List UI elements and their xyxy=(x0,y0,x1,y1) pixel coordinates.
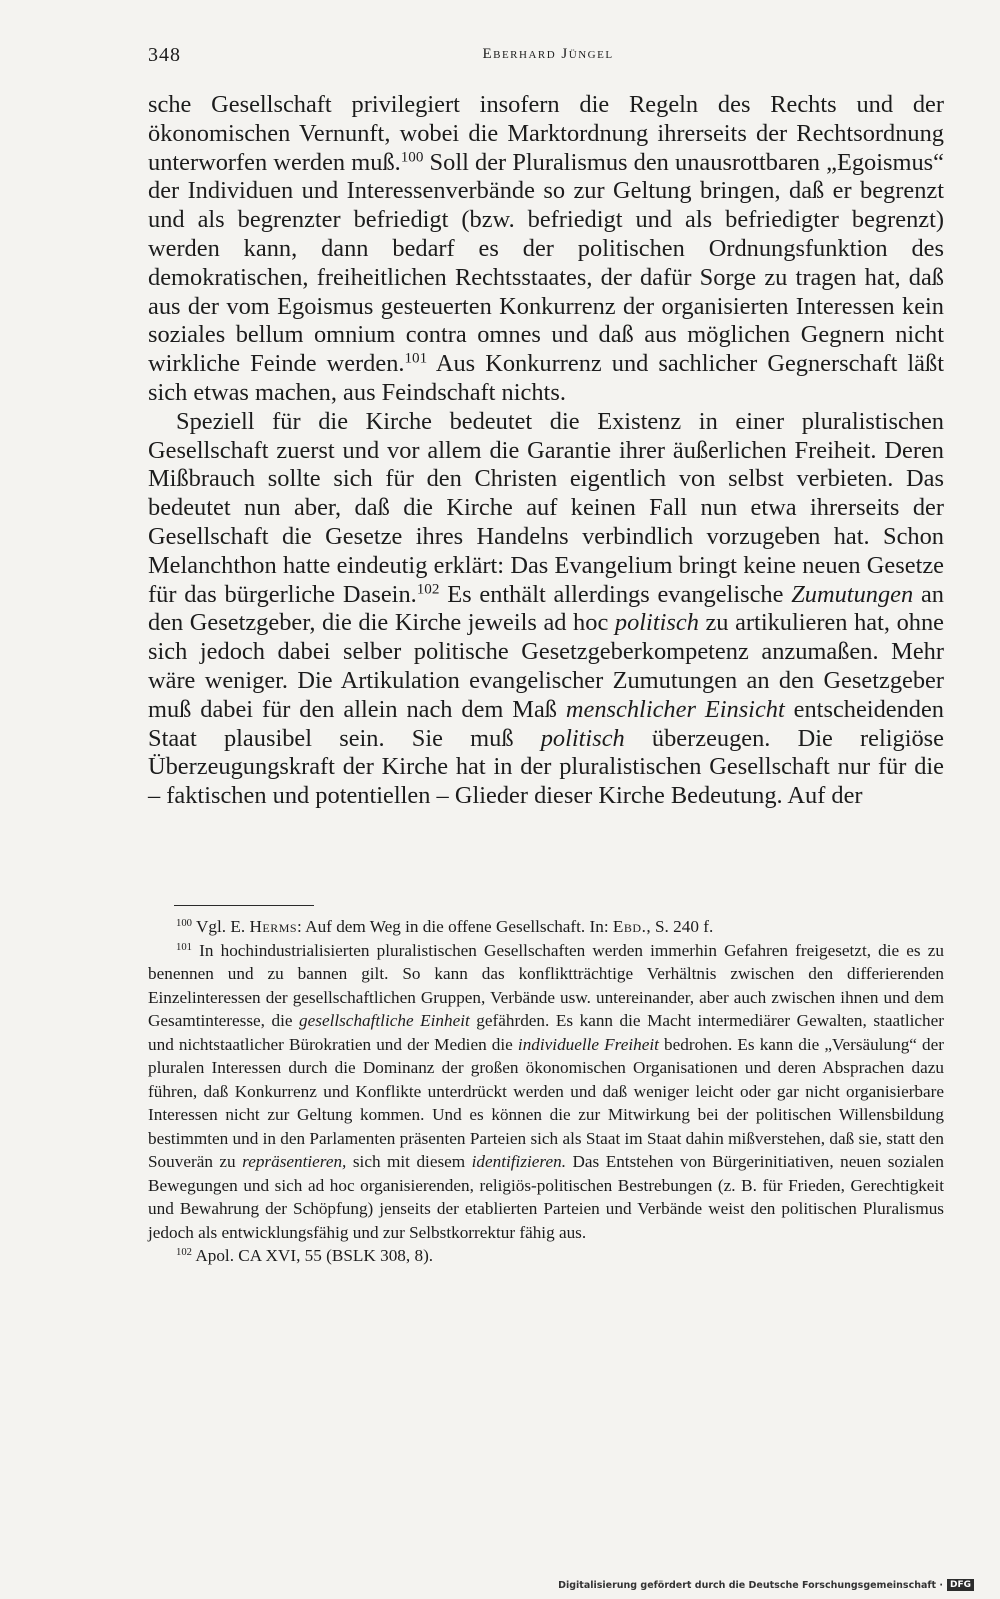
running-head: Eberhard Jüngel xyxy=(482,46,614,62)
text: Soll der Pluralismus den unausrottbaren „Egoismus“ der Individuen und Interessenverbände so zur Geltung bringen, daß er begrenzt und als begrenzter befriedigt (bzw. befriedigt und als befriedigter begrenzt) werden kann, dann bedarf es der politischen Ordnungsfunktion des demokratischen, freiheitlichen Rechtsstaates, der dafür Sorge zu tragen hat, daß aus der vom Egoismus gesteuerten Konkurrenz der organisierten Interessen kein soziales bellum omnium contra omnes und daß aus möglichen Gegnern nicht wirkliche Feinde werden. xyxy=(148,148,944,378)
text: sich mit diesem xyxy=(346,1152,472,1171)
footnote-ref-101: 101 xyxy=(404,350,428,367)
emphasis: politisch xyxy=(614,609,699,637)
text: entscheidenden Staat plausibel sein. Sie muß xyxy=(148,695,945,752)
emphasis: politisch xyxy=(540,724,625,752)
text: Aus Konkurrenz und sachlicher Gegnerschaft läßt sich etwas machen, aus Feindschaft nichts. xyxy=(148,350,944,406)
text: , S. 240 f. xyxy=(646,917,714,936)
text: Speziell für die Kirche bedeutet die Existenz in einer pluralistischen Gesellschaft zuerst und vor allem die Garantie ihrer äußerlichen Freiheit. Deren Mißbrauch sollte sich für den Christen eigentlich von selbst verbieten. Das bedeutet nun aber, daß die Kirche auf keinen Fall nun etwa ihrerseits der Gesellschaft die Gesetze ihres Handelns verbindlich vorzugeben hat. Schon Melanchthon hatte eindeutig erklärt: Das Evangelium bringt keine neuen Gesetze für das bürgerliche Dasein. xyxy=(148,407,944,608)
emphasis: gesellschaftliche Einheit xyxy=(299,1011,470,1030)
text: sche Gesellschaft privilegiert insofern die Regeln des Rechts und der ökonomischen Vernunft, wobei die Marktordnung ihrerseits der Rechtsordnung unterworfen werden muß. xyxy=(148,91,944,176)
footnote-102 xyxy=(148,1244,944,1268)
emphasis: repräsentieren, xyxy=(242,1152,347,1171)
footnote-101 xyxy=(148,939,944,1245)
text: Vgl. E. xyxy=(191,917,250,936)
text: bedrohen. Es kann die „Versäulung“ der pluralen Interessen durch die Dominanz der großen ökonomischen Organisationen und deren Absprachen dazu führen, daß Konkurrenz und Konflikte unterdrückt werden und daß weniger leicht oder gar nicht organisierbare Interessen nicht zur Geltung kommen. Und es können die zur Mitwirkung bei der politischen Willensbildung bestimmten und in den Parlamenten präsenten Parteien sich als Staat im Staat dahin mißverstehen, daß sie, statt den Souverän zu xyxy=(148,1034,944,1171)
text: Es enthält allerdings evangelische xyxy=(439,580,792,608)
emphasis: menschlicher Einsicht xyxy=(565,695,785,723)
author-name: Herms xyxy=(249,917,298,936)
text: : Auf dem Weg in die offene Gesellschaft. In: xyxy=(297,917,613,936)
ebd-abbrev: Ebd. xyxy=(612,917,647,936)
text: zu artikulieren hat, ohne sich jedoch dabei selber politische Gesetzgeberkompetenz anzumaßen. Mehr wäre weniger. Die Artikulation evangelischer Zumutungen an den Gesetzgeber muß dabei für den allein nach dem Maß xyxy=(148,609,944,723)
page-number: 348 xyxy=(148,44,181,66)
footer-text: Digitalisierung gefördert durch die Deutsche Forschungsgemeinschaft · xyxy=(558,1579,943,1591)
page-header xyxy=(148,44,944,74)
paragraph-1 xyxy=(148,91,944,408)
text: In hochindustrialisierten pluralistischen Gesellschaften werden immerhin Gefahren freigesetzt, die es zu benennen und zu bannen gilt. So kann das konfliktträchtige Verhältnis zwischen den differierenden Einzelinteressen der gesellschaftlichen Gruppen, Verbände usw. untereinander, aber auch zwischen ihnen und dem Gesamtinteresse, die xyxy=(148,940,944,1030)
footnote-number: 101 xyxy=(176,941,192,953)
emphasis: individuelle Freiheit xyxy=(517,1034,659,1054)
text: überzeugen. Die religiöse Überzeugungskraft der Kirche hat in der pluralistischen Gesellschaft nur für die – faktischen und potentiellen – Glieder dieser Kirche Bedeutung. Auf der xyxy=(148,724,944,810)
footnote-number: 100 xyxy=(176,918,192,930)
footnote-ref-100: 100 xyxy=(400,149,424,166)
paragraph-2 xyxy=(148,408,944,811)
text: an den Gesetzgeber, die die Kirche jeweils ad hoc xyxy=(148,580,945,637)
text: Das Entstehen von Bürgerinitiativen, neuen sozialen Bewegungen und sich ad hoc organisierenden, religiös-politischen Bestrebungen (z. B. für Frieden, Gerechtigkeit und Bewahrung der Schöpfung) jenseits der etablierten Parteien und Verbände weist den politischen Pluralismus jedoch als entwicklungsfähig und zur Selbstkorrektur fähig aus. xyxy=(148,1152,945,1242)
main-text xyxy=(148,91,944,811)
emphasis: identifizieren. xyxy=(471,1152,566,1171)
footnote-separator xyxy=(174,905,314,906)
text: gefährden. Es kann die Macht intermediärer Gewalten, staatlicher und nichtstaatlicher Bürokratien und der Medien die xyxy=(148,1011,944,1054)
text: Apol. CA XVI, 55 (BSLK 308, 8). xyxy=(191,1246,434,1265)
dfg-logo: DFG xyxy=(947,1579,974,1591)
footnote-100 xyxy=(148,915,944,939)
footnote-ref-102: 102 xyxy=(416,581,440,598)
footnotes xyxy=(148,915,944,1268)
footnote-number: 102 xyxy=(176,1247,192,1259)
emphasis: Zumutungen xyxy=(791,580,914,608)
digitization-footer xyxy=(558,1577,974,1593)
